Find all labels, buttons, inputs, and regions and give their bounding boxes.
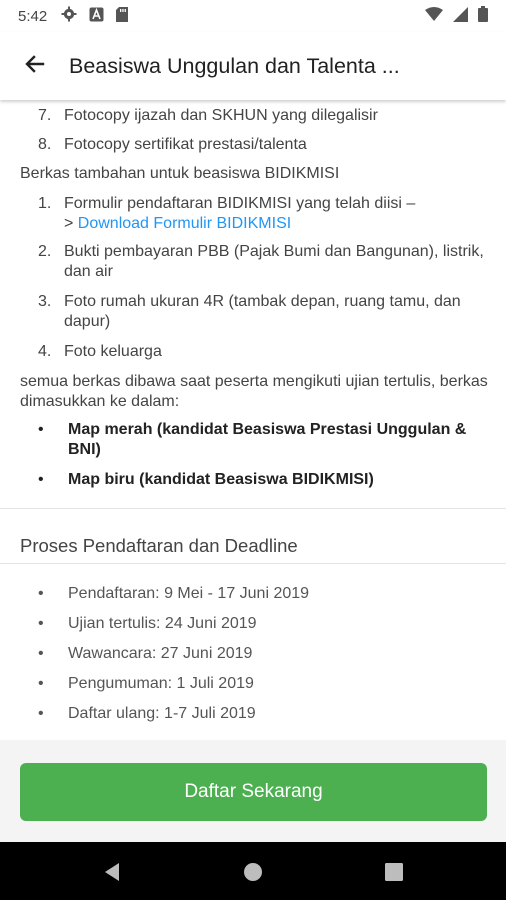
battery-icon — [478, 6, 488, 26]
gear-icon — [61, 6, 77, 26]
list-item: 8. Fotocopy sertifikat prestasi/talenta — [38, 136, 307, 153]
schedule-item: • Ujian tertulis: 24 Juni 2019 — [38, 615, 257, 632]
list-item: 4. Foto keluarga — [38, 343, 162, 360]
signal-icon — [453, 7, 468, 26]
wifi-icon — [425, 7, 443, 25]
list-item: 3. Foto rumah ukuran 4R (tambak depan, ruang tamu, dan dapur) — [38, 293, 461, 330]
download-form-link[interactable]: Download Formulir BIDIKMISI — [77, 215, 292, 232]
schedule-item: • Pengumuman: 1 Juli 2019 — [38, 675, 254, 692]
schedule-item: • Daftar ulang: 1-7 Juli 2019 — [38, 705, 256, 722]
list-item: 1. Formulir pendaftaran BIDIKMISI yang telah diisi – > Download Formulir BIDIKMISI — [38, 195, 416, 232]
status-bar — [0, 0, 506, 32]
status-time: 5:42 — [18, 7, 48, 25]
divider — [0, 508, 506, 509]
sd-card-icon — [116, 7, 128, 26]
list-item: 2. Bukti pembayaran PBB (Pajak Bumi dan Bangunan), listrik, dan air — [38, 243, 484, 280]
schedule-item: • Pendaftaran: 9 Mei - 17 Juni 2019 — [38, 585, 310, 602]
page-title: Beasiswa Unggulan dan Talenta ... — [69, 53, 400, 78]
back-button[interactable] — [13, 44, 57, 88]
note-paragraph: semua berkas dibawa saat peserta mengikuti ujian tertulis, berkas dimasukkan ke dalam: — [20, 373, 488, 410]
home-circle-icon[interactable] — [241, 860, 265, 884]
a-box-icon — [89, 7, 104, 26]
bidikmisi-heading: Berkas tambahan untuk beasiswa BIDIKMISI — [20, 165, 340, 182]
recents-square-icon[interactable] — [382, 860, 406, 884]
divider — [0, 563, 506, 564]
bottom-action-area — [0, 740, 506, 842]
arrow-left-icon — [23, 52, 47, 81]
back-triangle-icon[interactable] — [100, 860, 124, 884]
register-now-button[interactable]: Daftar Sekarang — [20, 763, 487, 821]
schedule-item: • Wawancara: 27 Juni 2019 — [38, 645, 253, 662]
navigation-bar — [0, 842, 506, 900]
app-bar — [0, 32, 506, 100]
list-item: 7. Fotocopy ijazah dan SKHUN yang dilegalisir — [38, 107, 378, 124]
content-scroll[interactable] — [0, 100, 506, 740]
section-title: Proses Pendaftaran dan Deadline — [20, 535, 298, 556]
bullet-item: • Map biru (kandidat Beasiswa BIDIKMISI) — [38, 471, 374, 488]
bullet-item: • Map merah (kandidat Beasiswa Prestasi Unggulan & BNI) — [38, 421, 467, 458]
